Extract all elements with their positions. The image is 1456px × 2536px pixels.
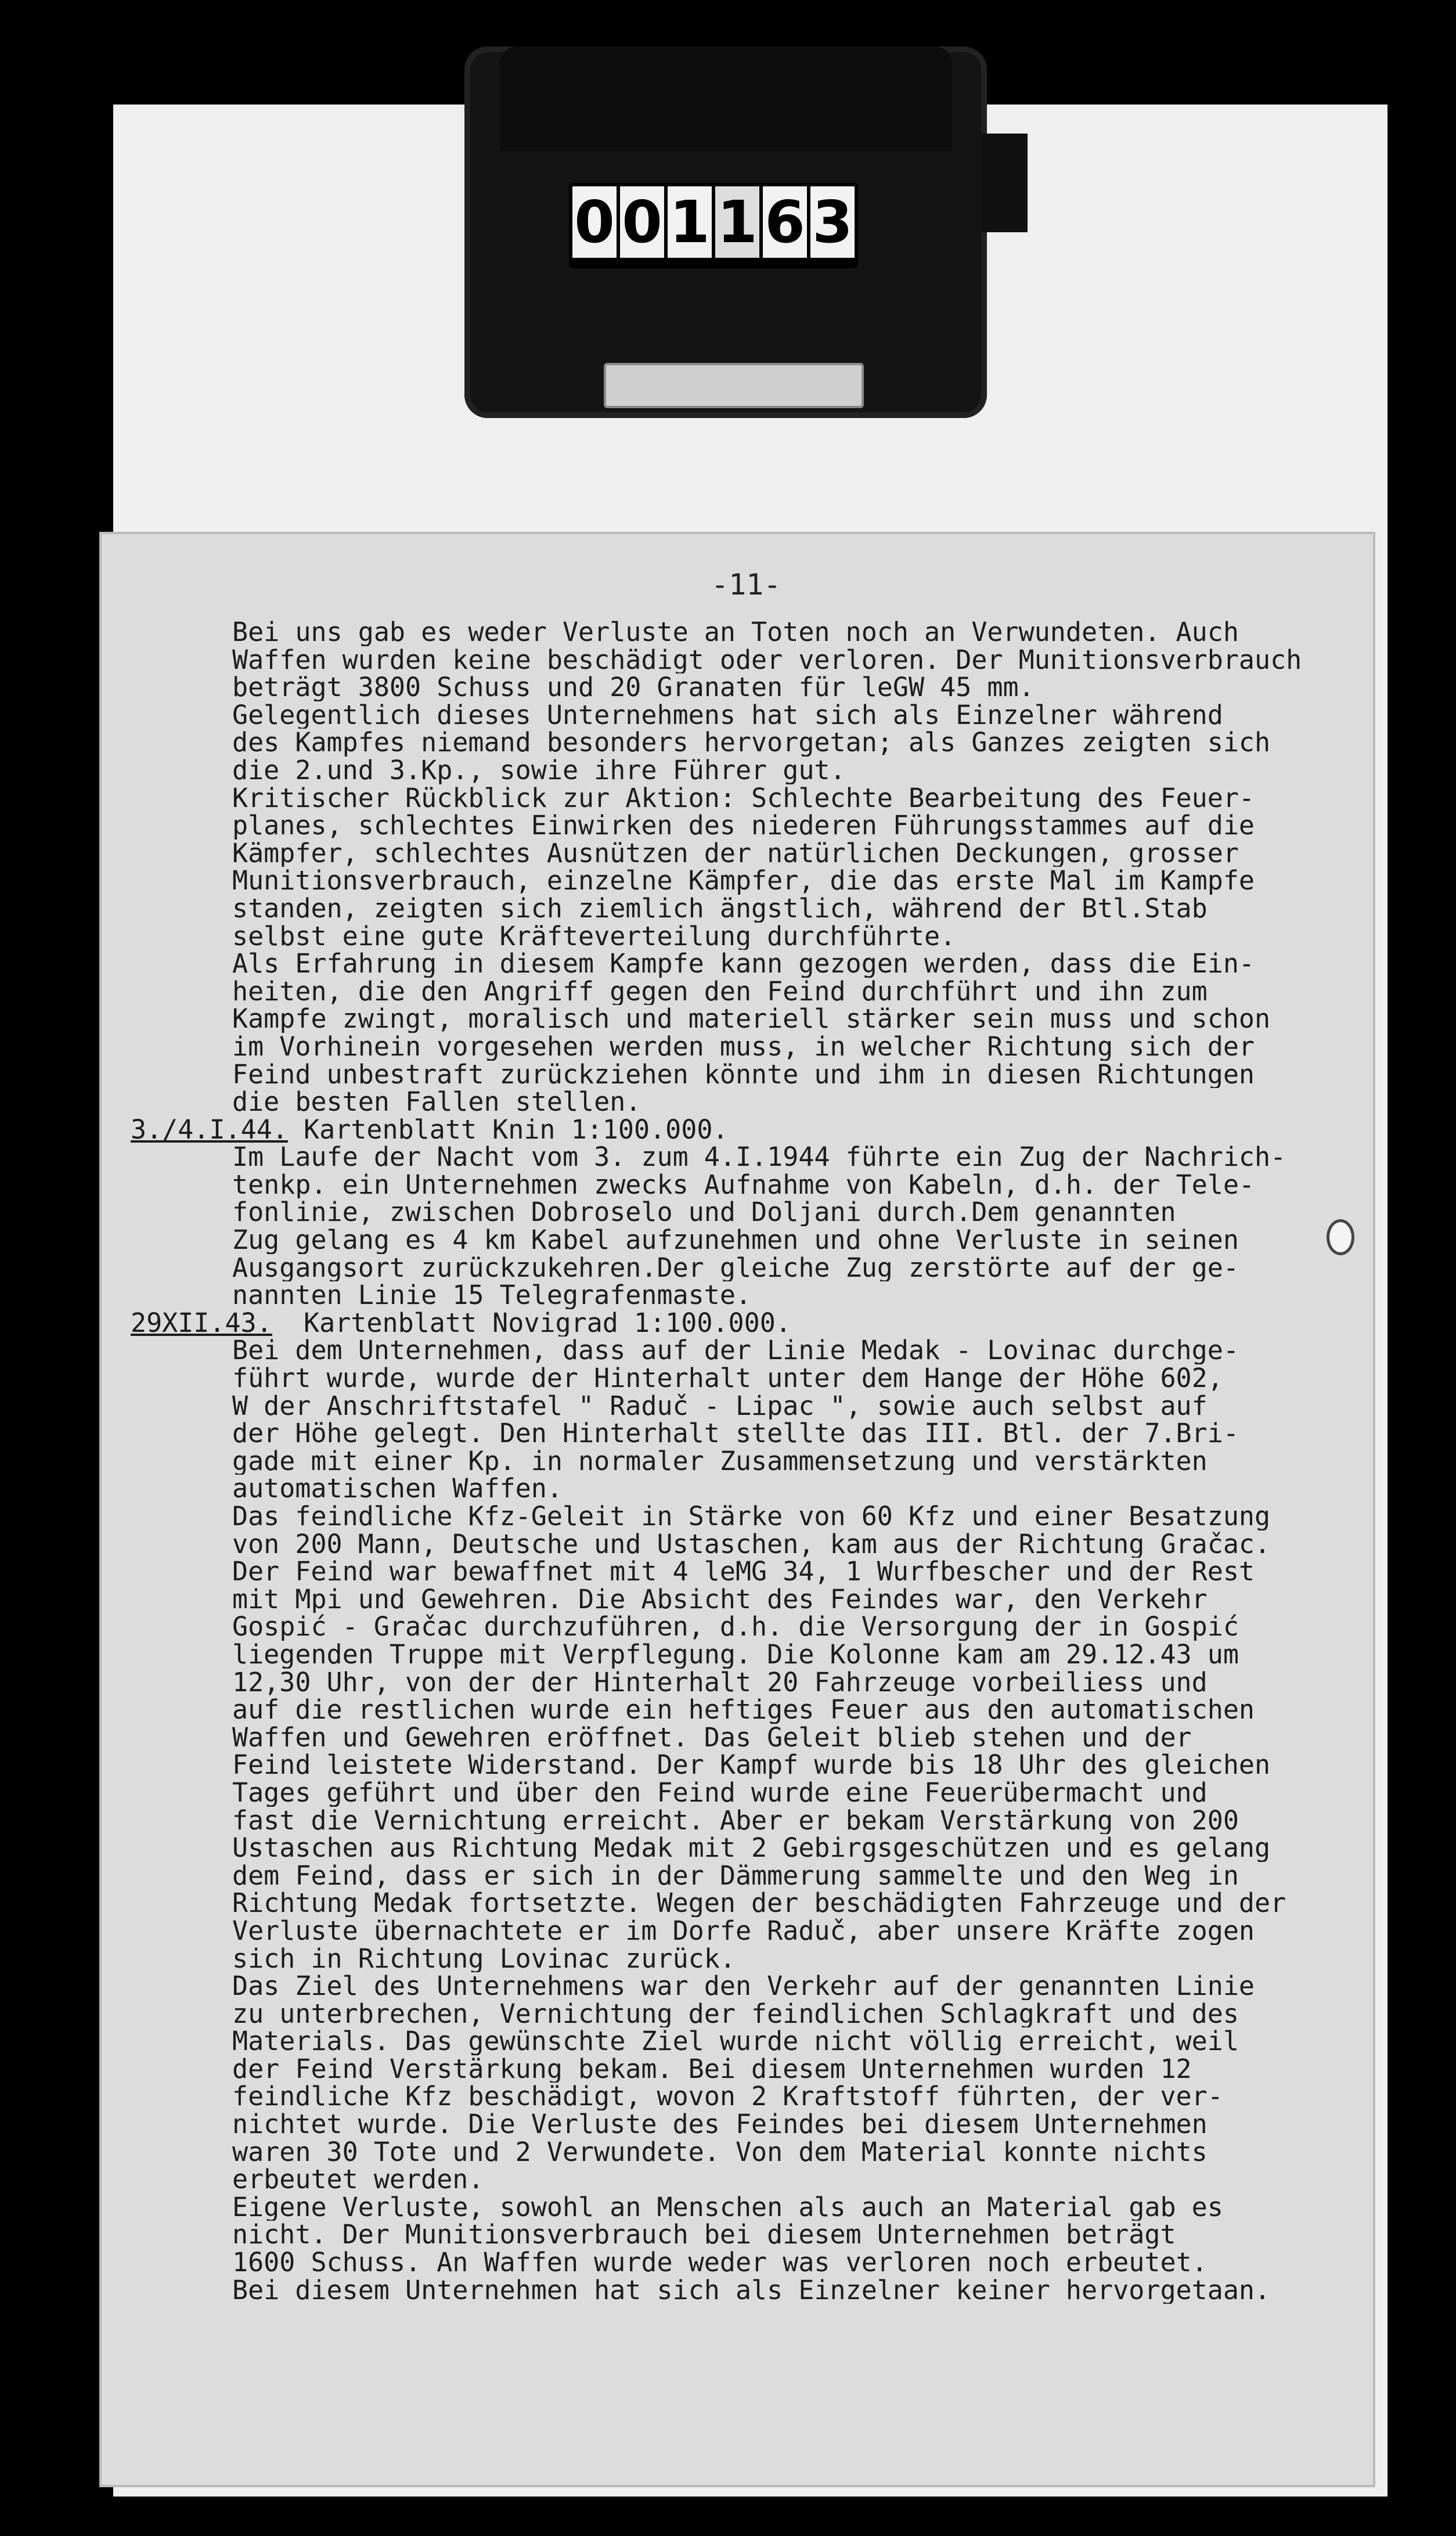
counter-digit: 1 bbox=[668, 186, 712, 258]
text-line: Feind leistete Widerstand. Der Kampf wurde bis 18 Uhr des gleichen bbox=[232, 1751, 1271, 1779]
text-line: Bei dem Unternehmen, dass auf der Linie Medak - Lovinac durchge- bbox=[232, 1337, 1239, 1365]
text-line: Munitionsverbrauch, einzelne Kämpfer, die das erste Mal im Kampfe bbox=[232, 867, 1255, 895]
counter-digit: 6 bbox=[763, 186, 807, 258]
text-line: Im Laufe der Nacht vom 3. zum 4.I.1944 führte ein Zug der Nachrich- bbox=[232, 1143, 1286, 1171]
text-line: automatischen Waffen. bbox=[232, 1475, 563, 1503]
text-line: der Feind Verstärkung bekam. Bei diesem Unternehmen wurden 12 bbox=[232, 2055, 1192, 2083]
text-line: Kampfe zwingt, moralisch und materiell stärker sein muss und schon bbox=[232, 1005, 1271, 1033]
text-line: heiten, die den Angriff gegen den Feind durchführt und ihn zum bbox=[232, 977, 1208, 1006]
text-line: Gospić - Gračac durchzuführen, d.h. die Versorgung der in Gospić bbox=[232, 1613, 1239, 1641]
text-line: erbeutet werden. bbox=[232, 2166, 484, 2193]
text-line: Das feindliche Kfz-Geleit in Stärke von 60 Kfz und einer Besatzung bbox=[232, 1503, 1271, 1530]
text-line: dem Feind, dass er sich in der Dämmerung sammelte und den Weg in bbox=[232, 1861, 1239, 1890]
counter-nameplate bbox=[604, 363, 864, 408]
page-number: -11- bbox=[711, 568, 781, 601]
text-line: Waffen und Gewehren eröffnet. Das Geleit blieb stehen und der bbox=[232, 1723, 1192, 1752]
counter-housing-top bbox=[499, 46, 952, 151]
counter-knob bbox=[981, 134, 1028, 232]
text-line: Als Erfahrung in diesem Kampfe kann gezogen werden, dass die Ein- bbox=[232, 950, 1255, 978]
text-line: Kämpfer, schlechtes Ausnützen der natürlichen Deckungen, grosser bbox=[232, 839, 1239, 867]
frame-counter bbox=[464, 46, 987, 418]
section-heading bbox=[131, 1116, 1370, 1144]
text-line: Waffen wurden keine beschädigt oder verloren. Der Munitionsverbrauch bbox=[232, 646, 1302, 674]
document-text bbox=[131, 618, 1370, 2304]
text-line: die 2.und 3.Kp., sowie ihre Führer gut. bbox=[232, 756, 846, 784]
text-line: waren 30 Tote und 2 Verwundete. Von dem Material konnte nichts bbox=[232, 2138, 1208, 2166]
text-line: 1600 Schuss. An Waffen wurde weder was verloren noch erbeutet. bbox=[232, 2249, 1208, 2276]
text-line: der Höhe gelegt. Den Hinterhalt stellte das III. Btl. der 7.Bri- bbox=[232, 1420, 1239, 1447]
counter-digit: 3 bbox=[810, 186, 855, 258]
text-line: Ausgangsort zurückzukehren.Der gleiche Zug zerstörte auf der ge- bbox=[232, 1253, 1239, 1282]
text-line: planes, schlechtes Einwirken des niederen Führungsstammes auf die bbox=[232, 812, 1255, 840]
text-line: zu unterbrechen, Vernichtung der feindlichen Schlagkraft und des bbox=[232, 2000, 1239, 2028]
document-page bbox=[102, 534, 1373, 2485]
counter-digit: 0 bbox=[620, 186, 664, 258]
section-map-sheet: Kartenblatt Knin 1:100.000. bbox=[287, 1115, 729, 1144]
text-line: führt wurde, wurde der Hinterhalt unter dem Hange der Höhe 602, bbox=[232, 1364, 1223, 1392]
text-line: Richtung Medak fortsetzte. Wegen der beschädigten Fahrzeuge und der bbox=[232, 1889, 1286, 1917]
text-line: liegenden Truppe mit Verpflegung. Die Kolonne kam am 29.12.43 um bbox=[232, 1640, 1239, 1669]
text-line: gade mit einer Kp. in normaler Zusammensetzung und verstärkten bbox=[232, 1447, 1208, 1475]
text-line: Tages geführt und über den Feind wurde eine Feuerübermacht und bbox=[232, 1778, 1208, 1807]
text-line: nichtet wurde. Die Verluste des Feindes bei diesem Unternehmen bbox=[232, 2110, 1208, 2138]
text-line: im Vorhinein vorgesehen werden muss, in welcher Richtung sich der bbox=[232, 1032, 1255, 1061]
text-line: Kritischer Rückblick zur Aktion: Schlechte Bearbeitung des Feuer- bbox=[232, 784, 1255, 812]
text-line: Bei diesem Unternehmen hat sich als Einzelner keiner hervorgetaan. bbox=[232, 2276, 1271, 2304]
text-line: Materials. Das gewünschte Ziel wurde nicht völlig erreicht, weil bbox=[232, 2027, 1239, 2055]
text-line: Das Ziel des Unternehmens war den Verkehr auf der genannten Linie bbox=[232, 1972, 1255, 2000]
text-line: Verluste übernachtete er im Dorfe Raduč, aber unsere Kräfte zogen bbox=[232, 1917, 1255, 1945]
section-map-sheet: Kartenblatt Novigrad 1:100.000. bbox=[272, 1309, 791, 1337]
text-line: von 200 Mann, Deutsche und Ustaschen, kam aus der Richtung Gračac. bbox=[232, 1530, 1271, 1558]
text-line: sich in Richtung Lovinac zurück. bbox=[232, 1944, 736, 1973]
text-line: Der Feind war bewaffnet mit 4 leMG 34, 1 Wurfbescher und der Rest bbox=[232, 1558, 1255, 1586]
text-line: Feind unbestraft zurückziehen könnte und ihm in diesen Richtungen bbox=[232, 1060, 1255, 1089]
text-line: tenkp. ein Unternehmen zwecks Aufnahme von Kabeln, d.h. der Tele- bbox=[232, 1170, 1255, 1199]
text-line: standen, zeigten sich ziemlich ängstlich, während der Btl.Stab bbox=[232, 894, 1208, 923]
text-line: fast die Vernichtung erreicht. Aber er bekam Verstärkung von 200 bbox=[232, 1806, 1239, 1835]
text-line: W der Anschriftstafel " Raduč - Lipac ", sowie auch selbst auf bbox=[232, 1392, 1208, 1420]
text-line: mit Mpi und Gewehren. Die Absicht des Feindes war, den Verkehr bbox=[232, 1585, 1208, 1613]
text-line: fonlinie, zwischen Dobroselo und Doljani durch.Dem genannten bbox=[232, 1198, 1176, 1227]
text-line: des Kampfes niemand besonders hervorgetan; als Ganzes zeigten sich bbox=[232, 729, 1271, 757]
text-line: feindliche Kfz beschädigt, wovon 2 Kraftstoff führten, der ver- bbox=[232, 2083, 1223, 2111]
text-line: nannten Linie 15 Telegrafenmaste. bbox=[232, 1281, 752, 1309]
text-line: Ustaschen aus Richtung Medak mit 2 Gebirgsgeschützen und es gelang bbox=[232, 1834, 1271, 1862]
text-line: auf die restlichen wurde ein heftiges Feuer aus den automatischen bbox=[232, 1696, 1255, 1724]
section-date: 3./4.I.44. bbox=[131, 1115, 288, 1144]
text-line: die besten Fallen stellen. bbox=[232, 1088, 641, 1116]
punch-hole bbox=[1327, 1219, 1354, 1255]
text-line: selbst eine gute Kräfteverteilung durchführte. bbox=[232, 922, 956, 950]
text-line: Zug gelang es 4 km Kabel aufzunehmen und ohne Verluste in seinen bbox=[232, 1226, 1239, 1254]
text-line: Bei uns gab es weder Verluste an Toten noch an Verwundeten. Auch bbox=[232, 618, 1239, 646]
text-line: 12,30 Uhr, von der der Hinterhalt 20 Fahrzeuge vorbeiliess und bbox=[232, 1668, 1208, 1696]
text-line: nicht. Der Munitionsverbrauch bei diesem Unternehmen beträgt bbox=[232, 2221, 1176, 2249]
section-date: 29XII.43. bbox=[131, 1309, 272, 1337]
section-heading bbox=[131, 1309, 1370, 1337]
counter-digit: 1 bbox=[715, 186, 759, 258]
text-line: beträgt 3800 Schuss und 20 Granaten für leGW 45 mm. bbox=[232, 673, 1035, 701]
text-line: Eigene Verluste, sowohl an Menschen als auch an Material gab es bbox=[232, 2193, 1223, 2221]
text-line: Gelegentlich dieses Unternehmens hat sich als Einzelner während bbox=[232, 701, 1223, 729]
counter-digit: 0 bbox=[572, 186, 617, 258]
counter-digits bbox=[569, 183, 858, 268]
